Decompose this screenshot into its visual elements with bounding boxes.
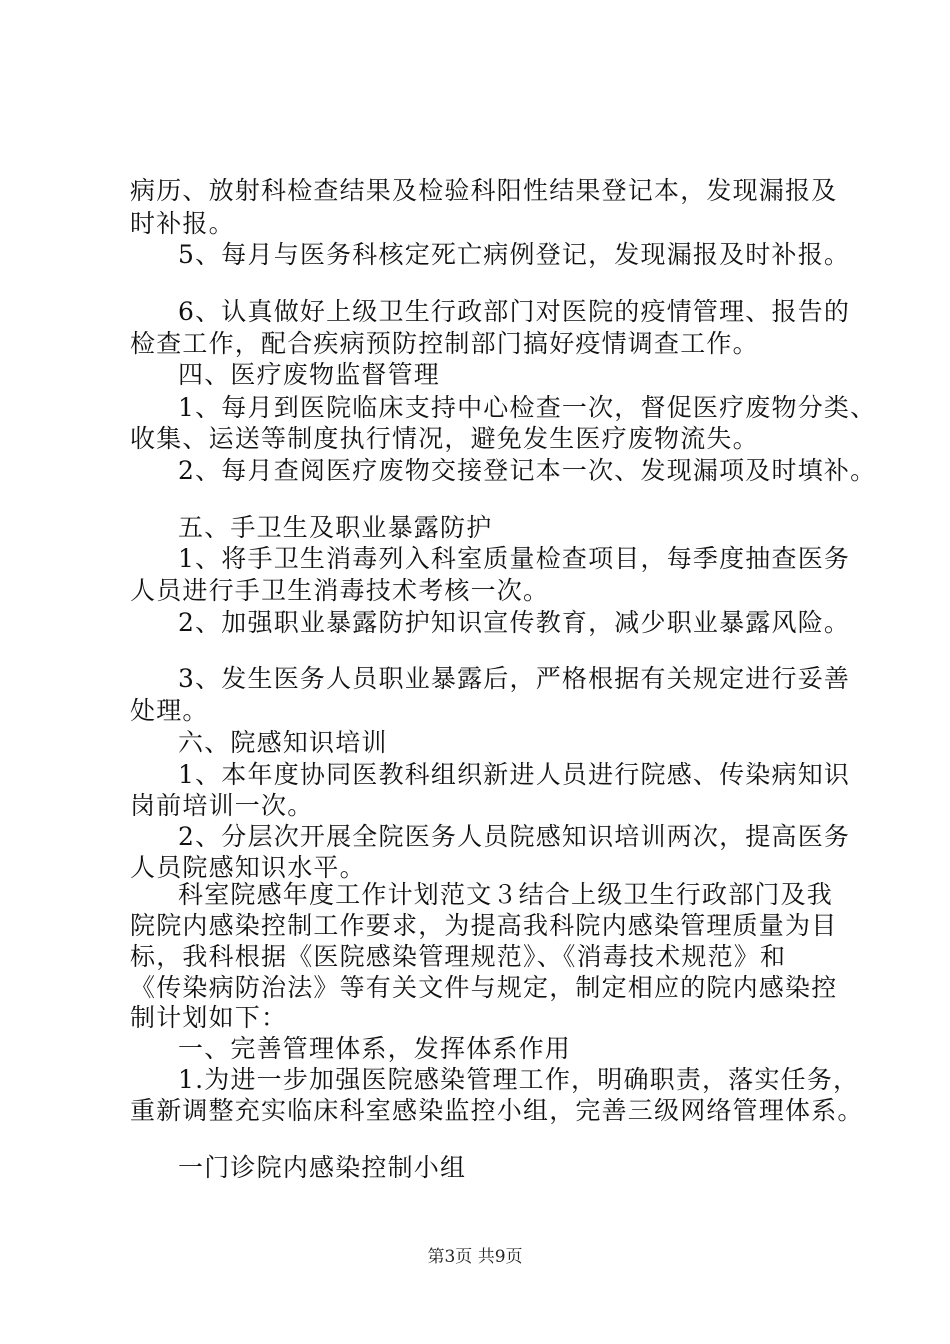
text-line: 制计划如下： — [130, 1003, 288, 1032]
section-heading: 一、完善管理体系，发挥体系作用 — [178, 1034, 572, 1063]
text-line: 科室院感年度工作计划范文３结合上级卫生行政部门及我 — [178, 880, 834, 909]
text-line: 2、分层次开展全院医务人员院感知识培训两次，提高医务 — [178, 822, 851, 851]
text-line: 1、本年度协同医教科组织新进人员进行院感、传染病知识 — [178, 760, 851, 789]
text-line: 检查工作，配合疾病预防控制部门搞好疫情调查工作。 — [130, 329, 759, 358]
text-line: 6、认真做好上级卫生行政部门对医院的疫情管理、报告的 — [178, 297, 851, 326]
text-line: 重新调整充实临床科室感染监控小组，完善三级网络管理体系。 — [130, 1096, 864, 1125]
section-heading: 六、院感知识培训 — [178, 728, 388, 757]
section-heading: 四、医疗废物监督管理 — [178, 360, 441, 389]
text-line: 1、将手卫生消毒列入科室质量检查项目，每季度抽查医务 — [178, 544, 851, 573]
text-line: 1.为进一步加强医院感染管理工作，明确职责，落实任务， — [178, 1065, 860, 1094]
text-line: 病历、放射科检查结果及检验科阳性结果登记本，发现漏报及 — [130, 176, 838, 205]
text-line: 5、每月与医务科核定死亡病例登记，发现漏报及时补报。 — [178, 240, 851, 269]
text-line: 处理。 — [130, 696, 209, 725]
text-line: 收集、运送等制度执行情况，避免发生医疗废物流失。 — [130, 424, 759, 453]
text-line: 标，我科根据《医院感染管理规范》、《消毒技术规范》和 — [130, 942, 787, 971]
section-heading: 五、手卫生及职业暴露防护 — [178, 513, 493, 542]
text-line: 人员进行手卫生消毒技术考核一次。 — [130, 576, 550, 605]
text-line: 时补报。 — [130, 209, 235, 238]
text-line: 人员院感知识水平。 — [130, 853, 366, 882]
text-line: 1、每月到医院临床支持中心检查一次，督促医疗废物分类、 — [178, 393, 877, 422]
text-line: 3、发生医务人员职业暴露后，严格根据有关规定进行妥善 — [178, 664, 851, 693]
text-line: 一门诊院内感染控制小组 — [178, 1153, 467, 1182]
page-number-footer: 第3页 共9页 — [427, 1247, 523, 1267]
text-line: 《传染病防治法》等有关文件与规定，制定相应的院内感染控 — [130, 973, 838, 1002]
text-line: 2、每月查阅医疗废物交接登记本一次、发现漏项及时填补。 — [178, 456, 877, 485]
text-line: 院院内感染控制工作要求，为提高我科院内感染管理质量为目 — [130, 911, 838, 940]
text-line: 2、加强职业暴露防护知识宣传教育，减少职业暴露风险。 — [178, 608, 851, 637]
text-line: 岗前培训一次。 — [130, 791, 314, 820]
